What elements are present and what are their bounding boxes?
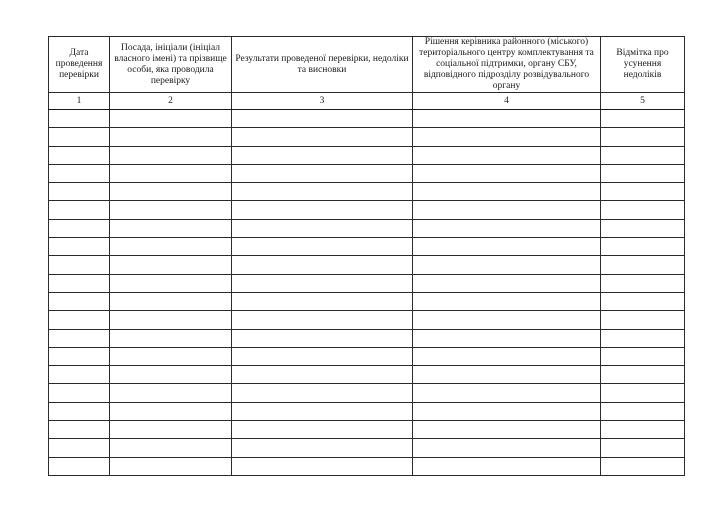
table-cell — [413, 421, 601, 439]
table-cell — [49, 439, 110, 457]
table-cell — [110, 402, 232, 420]
table-cell — [110, 164, 232, 182]
table-cell — [601, 384, 685, 402]
table-cell — [49, 238, 110, 256]
table-cell — [413, 238, 601, 256]
table-cell — [49, 347, 110, 365]
table-cell — [413, 311, 601, 329]
table-cell — [110, 457, 232, 475]
table-cell — [49, 201, 110, 219]
table-cell — [601, 219, 685, 237]
table-row — [49, 110, 685, 128]
table-cell — [601, 201, 685, 219]
header-inspector-position-name: Посада, ініціали (ініціал власного імені) та прізвище особи, яка проводила перевірку — [110, 37, 232, 93]
table-cell — [232, 201, 413, 219]
table-cell — [232, 457, 413, 475]
table-cell — [49, 329, 110, 347]
table-cell — [232, 329, 413, 347]
table-cell — [413, 457, 601, 475]
table-row — [49, 311, 685, 329]
table-cell — [49, 292, 110, 310]
table-cell — [110, 201, 232, 219]
table-cell — [413, 366, 601, 384]
table-cell — [601, 366, 685, 384]
table-cell — [413, 146, 601, 164]
table-row — [49, 128, 685, 146]
table-cell — [110, 110, 232, 128]
column-number: 1 — [49, 93, 110, 110]
table-cell — [413, 402, 601, 420]
table-cell — [601, 238, 685, 256]
table-cell — [232, 183, 413, 201]
table-cell — [232, 421, 413, 439]
header-head-decision: Рішення керівника районного (міського) територіального центру комплектування та соціальної підтримки, органу СБУ, відповідного підрозділу розвідувального органу — [413, 37, 601, 93]
table-cell — [110, 128, 232, 146]
table-row — [49, 457, 685, 475]
table-row — [49, 219, 685, 237]
table-row — [49, 439, 685, 457]
table-cell — [232, 347, 413, 365]
table-cell — [110, 256, 232, 274]
table-cell — [232, 128, 413, 146]
table-cell — [232, 439, 413, 457]
table-cell — [110, 292, 232, 310]
table-cell — [232, 274, 413, 292]
table-row — [49, 183, 685, 201]
table-cell — [110, 183, 232, 201]
table-cell — [49, 457, 110, 475]
table-cell — [232, 311, 413, 329]
table-cell — [110, 311, 232, 329]
table-cell — [49, 274, 110, 292]
table-cell — [601, 421, 685, 439]
table-cell — [601, 146, 685, 164]
table-cell — [413, 164, 601, 182]
table-cell — [232, 366, 413, 384]
table-cell — [413, 274, 601, 292]
table-cell — [49, 164, 110, 182]
table-cell — [49, 402, 110, 420]
table-cell — [110, 384, 232, 402]
table-cell — [601, 110, 685, 128]
table-cell — [601, 183, 685, 201]
column-number: 2 — [110, 93, 232, 110]
column-number: 5 — [601, 93, 685, 110]
table-cell — [49, 219, 110, 237]
table-cell — [232, 110, 413, 128]
column-number-row — [49, 93, 685, 110]
table-row — [49, 329, 685, 347]
table-row — [49, 292, 685, 310]
table-cell — [413, 183, 601, 201]
table-cell — [110, 366, 232, 384]
table-cell — [601, 256, 685, 274]
table-row — [49, 256, 685, 274]
table-cell — [232, 146, 413, 164]
table-cell — [110, 274, 232, 292]
table-cell — [110, 238, 232, 256]
table-row — [49, 366, 685, 384]
table-cell — [601, 457, 685, 475]
table-cell — [601, 402, 685, 420]
table-row — [49, 421, 685, 439]
table-cell — [49, 183, 110, 201]
table-cell — [413, 384, 601, 402]
table-cell — [110, 347, 232, 365]
inspection-record-table — [48, 36, 685, 476]
table-row — [49, 402, 685, 420]
table-cell — [413, 110, 601, 128]
table-cell — [601, 439, 685, 457]
table-cell — [232, 384, 413, 402]
header-row — [49, 37, 685, 93]
table-cell — [413, 256, 601, 274]
table-cell — [110, 421, 232, 439]
table-row — [49, 146, 685, 164]
header-deficiencies-fixed-mark: Відмітка про усунення недоліків — [601, 37, 685, 93]
table-cell — [110, 439, 232, 457]
table-cell — [49, 421, 110, 439]
table-cell — [413, 128, 601, 146]
table-cell — [232, 292, 413, 310]
table-row — [49, 384, 685, 402]
column-number: 3 — [232, 93, 413, 110]
table-cell — [110, 219, 232, 237]
table-cell — [601, 128, 685, 146]
table-cell — [232, 402, 413, 420]
table-cell — [49, 146, 110, 164]
table-cell — [49, 128, 110, 146]
table-cell — [601, 274, 685, 292]
header-inspection-date: Дата проведення перевірки — [49, 37, 110, 93]
table-cell — [49, 110, 110, 128]
table-cell — [601, 292, 685, 310]
table-cell — [49, 366, 110, 384]
column-number: 4 — [413, 93, 601, 110]
table-row — [49, 164, 685, 182]
table-row — [49, 274, 685, 292]
table-cell — [413, 201, 601, 219]
table-cell — [601, 329, 685, 347]
table-row — [49, 201, 685, 219]
table-cell — [413, 329, 601, 347]
table-cell — [49, 311, 110, 329]
table-cell — [413, 347, 601, 365]
table-cell — [413, 219, 601, 237]
table-cell — [232, 219, 413, 237]
table-cell — [232, 256, 413, 274]
table-row — [49, 347, 685, 365]
table-cell — [601, 347, 685, 365]
table-cell — [110, 329, 232, 347]
table-cell — [49, 256, 110, 274]
table-cell — [601, 164, 685, 182]
table-cell — [413, 439, 601, 457]
table-row — [49, 238, 685, 256]
blank-rows-body — [49, 110, 685, 476]
header-inspection-results: Результати проведеної перевірки, недоліки та висновки — [232, 37, 413, 93]
table-cell — [601, 311, 685, 329]
table-cell — [49, 384, 110, 402]
table-cell — [232, 238, 413, 256]
table-cell — [413, 292, 601, 310]
table-cell — [232, 164, 413, 182]
table-cell — [110, 146, 232, 164]
